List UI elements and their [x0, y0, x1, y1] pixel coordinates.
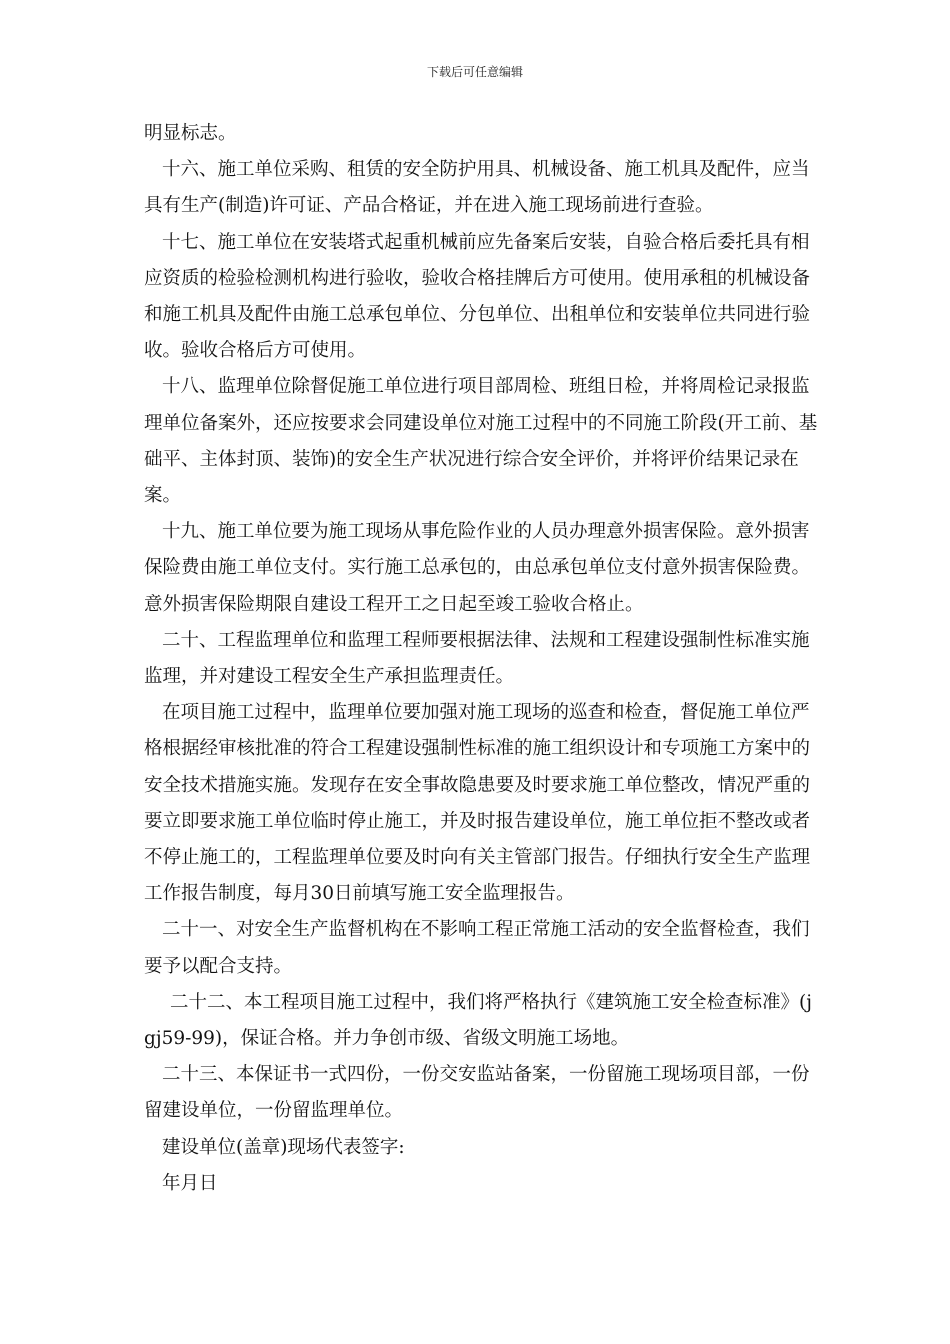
paragraph-item-21: 二十一、对安全生产监督机构在不影响工程正常施工活动的安全监督检查，我们要予以配合支持。	[144, 919, 810, 977]
paragraph-item-16: 十六、施工单位采购、租赁的安全防护用具、机械设备、施工机具及配件，应当具有生产(制造)许可证、产品合格证，并在进入施工现场前进行查验。	[144, 159, 810, 217]
date-label: 年月日	[162, 1172, 218, 1194]
paragraph-item-17: 十七、施工单位在安装塔式起重机械前应先备案后安装，自验合格后委托具有相应资质的检验检测机构进行验收，验收合格挂牌后方可使用。使用承租的机械设备和施工机具及配件由施工总承包单位、分包单位、出租单位和安装单位共同进行验收。验收合格后方可使用。	[144, 231, 811, 362]
paragraph-item-18: 十八、监理单位除督促施工单位进行项目部周检、班组日检，并将周检记录报监理单位备案外，还应按要求会同建设单位对施工过程中的不同施工阶段(开工前、基础平、主体封顶、装饰)的安全生产状况进行综合安全评价，并将评价结果记录在案。	[144, 376, 818, 507]
signature-label: 建设单位(盖章)现场代表签字:	[162, 1136, 405, 1158]
paragraph-item-20: 二十、工程监理单位和监理工程师要根据法律、法规和工程建设强制性标准实施监理，并对建设工程安全生产承担监理责任。	[144, 629, 810, 688]
paragraph-item-19: 十九、施工单位要为施工现场从事危险作业的人员办理意外损害保险。意外损害保险费由施工单位支付。实行施工总承包的，由总承包单位支付意外损害保险费。意外损害保险期限自建设工程开工之日起至竣工验收合格止。	[144, 521, 811, 615]
paragraph-item-22: 二十二、本工程项目施工过程中，我们将严格执行《建筑施工安全检查标准》(jgj59-99)，保证合格。并力争创市级、省级文明施工场地。	[144, 991, 812, 1050]
paragraph-continuation: 明显标志。	[144, 123, 237, 144]
paragraph-item-23: 二十三、本保证书一式四份，一份交安监站备案，一份留施工现场项目部，一份留建设单位，一份留监理单位。	[144, 1064, 810, 1122]
page-header: 下载后可任意编辑	[426, 65, 523, 79]
document-body	[144, 116, 820, 1202]
paragraph-supervision-detail: 在项目施工过程中，监理单位要加强对施工现场的巡查和检查，督促施工单位严格根据经审核批准的符合工程建设强制性标准的施工组织设计和专项施工方案中的安全技术措施实施。发现存在安全事故隐患要及时要求施工单位整改，情况严重的要立即要求施工单位临时停止施工，并及时报告建设单位，施工单位拒不整改或者不停止施工的，工程监理单位要及时向有关主管部门报告。仔细执行安全生产监理工作报告制度，每月30日前填写施工安全监理报告。	[144, 702, 811, 905]
